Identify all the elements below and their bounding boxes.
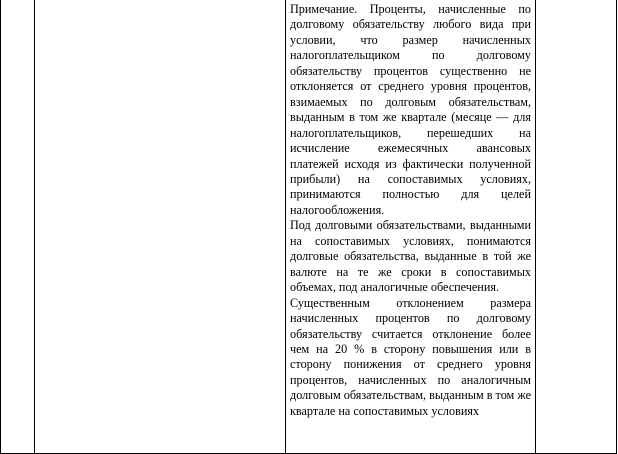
note-paragraph-2: Под долговыми обязательствами, выданными на сопоставимых условиях, понимаются долговые обязательства, выданные в той же валюте на те же сроки в сопоставимых объемах, под аналогичные обеспечения. xyxy=(290,218,531,295)
table-cell-empty-1 xyxy=(1,0,35,454)
note-paragraph-1: Примечание. Проценты, начисленные по долговому обязательству любого вида при условии, что размер начисленных налогоплательщиком по долговому обязательству процентов существенно не отклоняется от среднего уровня процентов, взимаемых по долговым обязательствам, выданным в том же квартале (месяце — для налогоплательщиков, перешедших на исчисление ежемесячных авансовых платежей исходя из фактически полученной прибыли) на сопоставимых условиях, принимаются полностью для целей налогообложения. xyxy=(290,2,531,217)
note-text xyxy=(286,0,535,419)
note-paragraph-3: Существенным отклонением размера начисленных процентов по долговому обязательству считается отклонение более чем на 20 % в сторону повышения или в сторону понижения от среднего уровня процентов, начисленных по аналогичным долговым обязательствам, выданным в том же квартале на сопоставимых условиях xyxy=(290,295,531,418)
table-cell-note xyxy=(286,0,536,454)
table-cell-empty-3 xyxy=(536,0,617,454)
table-cell-empty-2 xyxy=(35,0,286,454)
table-row xyxy=(1,0,617,454)
